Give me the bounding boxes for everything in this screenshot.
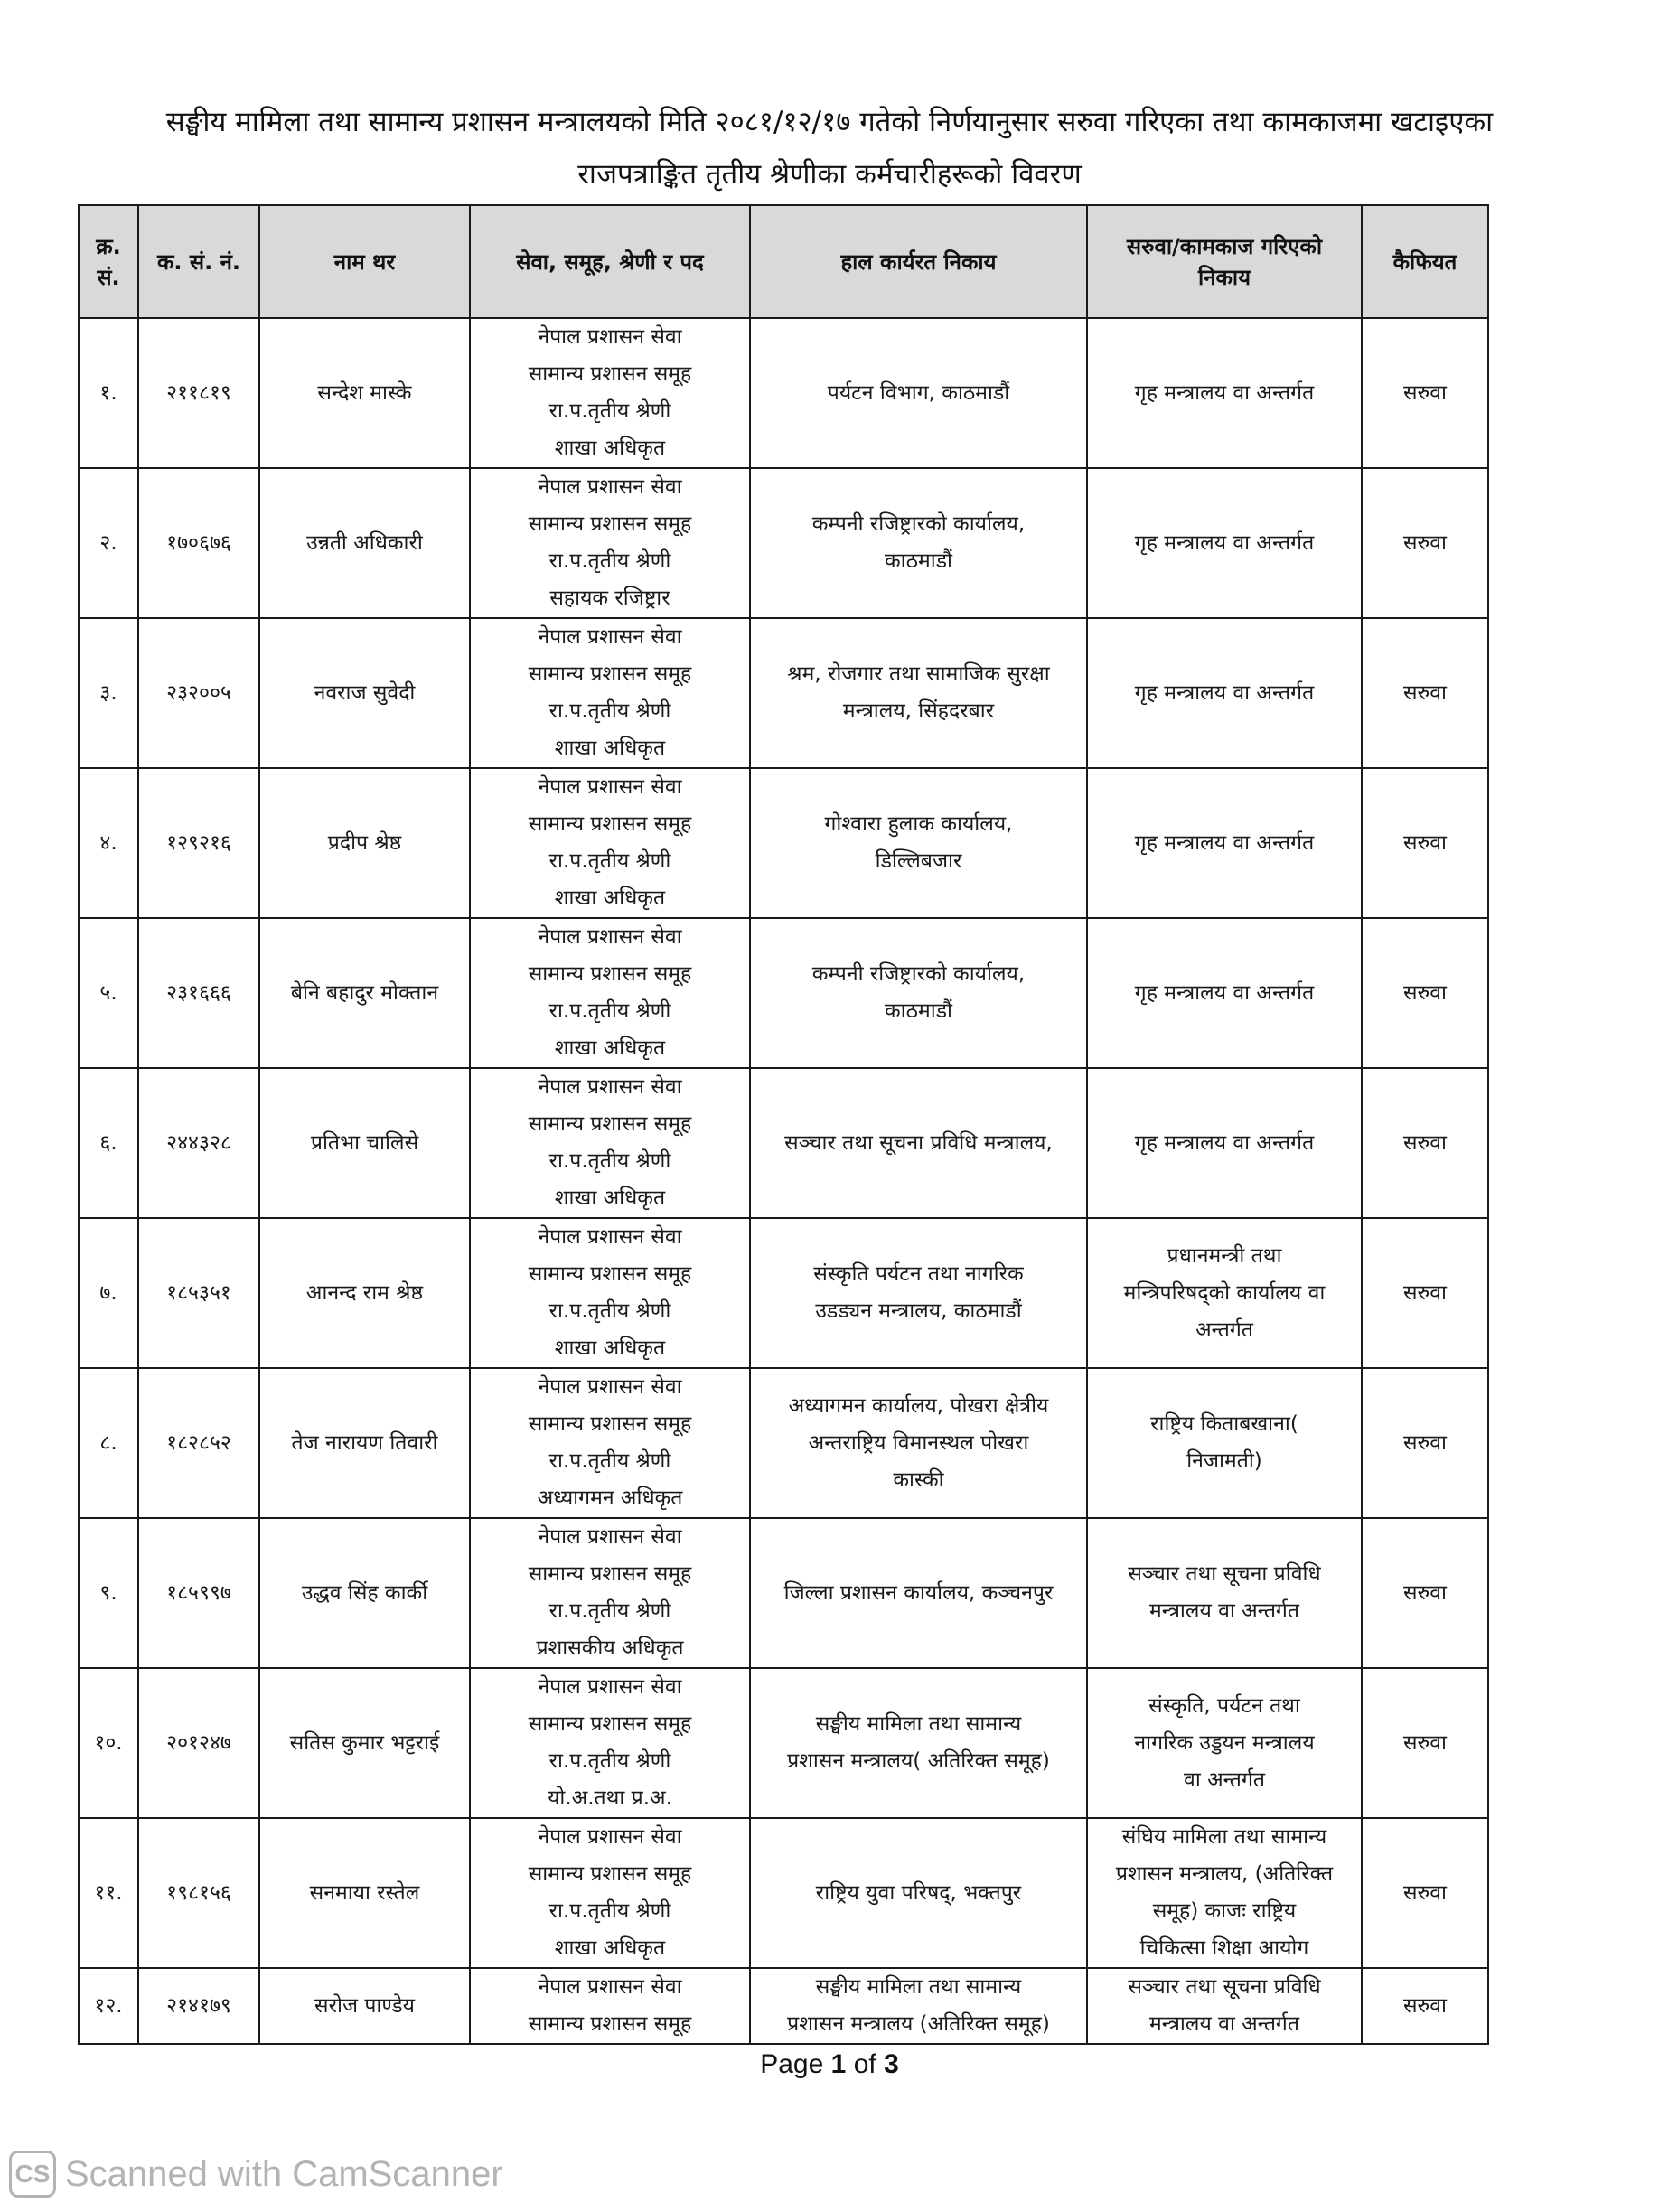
cell-service-line: सामान्य प्रशासन समूह: [528, 2012, 692, 2036]
cell-service-line: नेपाल प्रशासन सेवा: [538, 475, 682, 499]
cell-service-line: नेपाल प्रशासन सेवा: [538, 325, 682, 349]
cell-service-line: रा.प.तृतीय श्रेणी: [548, 999, 671, 1023]
staff-transfer-table: [78, 204, 1489, 2045]
cell-serial: ५.: [79, 918, 138, 1068]
cell-service: [470, 618, 750, 768]
cell-service-line: शाखा अधिकृत: [554, 886, 666, 910]
watermark-text: Scanned with CamScanner: [65, 2153, 503, 2194]
cell-service: [470, 1818, 750, 1968]
cell-staff-id: २११८१९: [138, 318, 259, 468]
cell-current-office-line: प्रशासन मन्त्रालय (अतिरिक्त समूह): [787, 2012, 1050, 2036]
cell-service-line: सामान्य प्रशासन समूह: [528, 1262, 692, 1286]
cell-current-office: [750, 1968, 1087, 2044]
cell-service-line: रा.प.तृतीय श्रेणी: [548, 849, 671, 873]
cell-serial: ११.: [79, 1818, 138, 1968]
cell-transfer-office: [1087, 618, 1362, 768]
cell-remarks: सरुवा: [1362, 1818, 1488, 1968]
table-row: [79, 1668, 1488, 1818]
cell-remarks: सरुवा: [1362, 468, 1488, 618]
cell-remarks: सरुवा: [1362, 918, 1488, 1068]
cell-current-office: [750, 1818, 1087, 1968]
table-row: [79, 1818, 1488, 1968]
cell-transfer-office-line: संघिय मामिला तथा सामान्य: [1121, 1825, 1327, 1849]
cell-transfer-office: [1087, 1518, 1362, 1668]
cell-service-line: रा.प.तृतीय श्रेणी: [548, 1749, 671, 1773]
cell-service-line: नेपाल प्रशासन सेवा: [538, 1975, 682, 1999]
cell-service-line: शाखा अधिकृत: [554, 1036, 666, 1060]
cell-service: [470, 918, 750, 1068]
cell-service-line: सामान्य प्रशासन समूह: [528, 362, 692, 386]
cell-remarks: सरुवा: [1362, 318, 1488, 468]
cell-name: नवराज सुवेदी: [259, 618, 470, 768]
cell-current-office: [750, 1068, 1087, 1218]
cell-serial: ६.: [79, 1068, 138, 1218]
cell-service: [470, 1218, 750, 1368]
cell-service-line: नेपाल प्रशासन सेवा: [538, 775, 682, 799]
cell-serial: ३.: [79, 618, 138, 768]
cell-name: उद्धव सिंह कार्की: [259, 1518, 470, 1668]
cell-service-line: शाखा अधिकृत: [554, 1936, 666, 1960]
cell-transfer-office: [1087, 918, 1362, 1068]
cell-transfer-office-line: संस्कृति, पर्यटन तथा: [1148, 1693, 1300, 1718]
title-line-2: राजपत्राङ्कित तृतीय श्रेणीका कर्मचारीहरूको विवरण: [577, 158, 1082, 191]
page-of: of: [853, 2049, 876, 2079]
cell-service: [470, 1068, 750, 1218]
cell-service-line: नेपाल प्रशासन सेवा: [538, 925, 682, 949]
cell-current-office-line: श्रम, रोजगार तथा सामाजिक सुरक्षा: [787, 662, 1050, 686]
cell-service-line: रा.प.तृतीय श्रेणी: [548, 1299, 671, 1323]
camscanner-logo-icon: CS: [9, 2151, 56, 2198]
cell-serial: ९.: [79, 1518, 138, 1668]
cell-current-office-line: उडड्यन मन्त्रालय, काठमाडौं: [815, 1299, 1022, 1323]
cell-current-office-line: राष्ट्रिय युवा परिषद्, भक्तपुर: [815, 1880, 1022, 1905]
table-row: [79, 468, 1488, 618]
cell-service-line: सामान्य प्रशासन समूह: [528, 812, 692, 836]
camscanner-watermark: [9, 2151, 503, 2198]
cell-current-office: [750, 1368, 1087, 1518]
cell-remarks: सरुवा: [1362, 768, 1488, 918]
header-remarks: कैफियत: [1362, 205, 1488, 318]
cell-service-line: नेपाल प्रशासन सेवा: [538, 1375, 682, 1399]
cell-current-office-line: कम्पनी रजिष्ट्रारको कार्यालय,: [811, 962, 1026, 986]
cell-current-office: [750, 918, 1087, 1068]
cell-current-office-line: संस्कृति पर्यटन तथा नागरिक: [813, 1262, 1024, 1286]
cell-service: [470, 768, 750, 918]
cell-current-office-line: काठमाडौं: [885, 999, 952, 1023]
table-row: [79, 1218, 1488, 1368]
cell-remarks: सरुवा: [1362, 1218, 1488, 1368]
cell-service-line: सामान्य प्रशासन समूह: [528, 1412, 692, 1436]
cell-transfer-office-line: सञ्चार तथा सूचना प्रविधि: [1128, 1562, 1321, 1586]
page-number: [0, 2049, 1659, 2080]
table-header-row: [79, 205, 1488, 318]
cell-current-office-line: काठमाडौं: [885, 549, 952, 573]
cell-serial: १.: [79, 318, 138, 468]
cell-service-line: नेपाल प्रशासन सेवा: [538, 1075, 682, 1099]
cell-transfer-office-line: राष्ट्रिय किताबखाना(: [1150, 1412, 1298, 1436]
cell-transfer-office-line: समूह) काजः राष्ट्रिय: [1152, 1899, 1297, 1923]
table-row: [79, 1518, 1488, 1668]
cell-current-office-line: कास्की: [893, 1467, 944, 1492]
table-row: [79, 1968, 1488, 2044]
cell-staff-id: २०१२४७: [138, 1668, 259, 1818]
cell-service-line: नेपाल प्रशासन सेवा: [538, 1675, 682, 1699]
cell-remarks: सरुवा: [1362, 618, 1488, 768]
cell-service-line: सहायक रजिष्ट्रार: [549, 586, 670, 610]
table-row: [79, 918, 1488, 1068]
document-title: [72, 96, 1587, 201]
cell-name: आनन्द राम श्रेष्ठ: [259, 1218, 470, 1368]
cell-transfer-office-line: गृह मन्त्रालय वा अन्तर्गत: [1134, 1130, 1315, 1155]
cell-service-line: नेपाल प्रशासन सेवा: [538, 1825, 682, 1849]
cell-current-office: [750, 618, 1087, 768]
cell-transfer-office-line: मन्त्रिपरिषद्को कार्यालय वा: [1123, 1280, 1326, 1305]
cell-service-line: रा.प.तृतीय श्रेणी: [548, 1149, 671, 1173]
cell-service: [470, 1668, 750, 1818]
table-row: [79, 768, 1488, 918]
cell-current-office-line: प्रशासन मन्त्रालय( अतिरिक्त समूह): [787, 1749, 1050, 1773]
header-serial: क्र. सं.: [79, 205, 138, 318]
cell-remarks: सरुवा: [1362, 1068, 1488, 1218]
cell-name: उन्नती अधिकारी: [259, 468, 470, 618]
cell-name: प्रतिभा चालिसे: [259, 1068, 470, 1218]
cell-transfer-office: [1087, 768, 1362, 918]
cell-current-office: [750, 1218, 1087, 1368]
cell-remarks: सरुवा: [1362, 1968, 1488, 2044]
cell-name: तेज नारायण तिवारी: [259, 1368, 470, 1518]
cell-name: प्रदीप श्रेष्ठ: [259, 768, 470, 918]
cell-serial: ४.: [79, 768, 138, 918]
cell-current-office: [750, 1668, 1087, 1818]
cell-name: सनमाया रस्तेल: [259, 1818, 470, 1968]
cell-staff-id: २३१६६६: [138, 918, 259, 1068]
cell-transfer-office-line: नागरिक उड्डयन मन्त्रालय: [1134, 1730, 1315, 1755]
cell-staff-id: २४४३२८: [138, 1068, 259, 1218]
page-current: 1: [830, 2049, 847, 2079]
cell-staff-id: २१४१७९: [138, 1968, 259, 2044]
cell-serial: ७.: [79, 1218, 138, 1368]
cell-staff-id: १८२८५२: [138, 1368, 259, 1518]
table-row: [79, 618, 1488, 768]
cell-staff-id: २३२००५: [138, 618, 259, 768]
cell-service-line: रा.प.तृतीय श्रेणी: [548, 1599, 671, 1623]
cell-transfer-office-line: वा अन्तर्गत: [1184, 1767, 1265, 1792]
cell-service-line: सामान्य प्रशासन समूह: [528, 1862, 692, 1886]
cell-service-line: रा.प.तृतीय श्रेणी: [548, 399, 671, 423]
header-name: नाम थर: [259, 205, 470, 318]
cell-current-office-line: अध्यागमन कार्यालय, पोखरा क्षेत्रीय: [788, 1393, 1049, 1418]
cell-current-office: [750, 768, 1087, 918]
cell-serial: १०.: [79, 1668, 138, 1818]
cell-service-line: नेपाल प्रशासन सेवा: [538, 1225, 682, 1249]
header-service: सेवा, समूह, श्रेणी र पद: [470, 205, 750, 318]
cell-service-line: रा.प.तृतीय श्रेणी: [548, 1449, 671, 1473]
header-staff-id: क. सं. नं.: [138, 205, 259, 318]
cell-service: [470, 468, 750, 618]
cell-serial: १२.: [79, 1968, 138, 2044]
title-line-1: सङ्घीय मामिला तथा सामान्य प्रशासन मन्त्रालयको मिति २०८१/१२/१७ गतेको निर्णयानुसार सरुवा गरिएका तथा कामकाजमा खटाइएका: [165, 106, 1494, 138]
header-transfer-office: सरुवा/कामकाज गरिएको निकाय: [1087, 205, 1362, 318]
cell-remarks: सरुवा: [1362, 1668, 1488, 1818]
cell-service: [470, 1968, 750, 2044]
cell-transfer-office: [1087, 1968, 1362, 2044]
cell-transfer-office-line: गृह मन्त्रालय वा अन्तर्गत: [1134, 680, 1315, 705]
cell-service-line: शाखा अधिकृत: [554, 1186, 666, 1210]
cell-staff-id: १७०६७६: [138, 468, 259, 618]
cell-transfer-office-line: मन्त्रालय वा अन्तर्गत: [1148, 1599, 1299, 1623]
cell-transfer-office-line: गृह मन्त्रालय वा अन्तर्गत: [1134, 830, 1315, 855]
cell-service-line: रा.प.तृतीय श्रेणी: [548, 699, 671, 723]
cell-service-line: सामान्य प्रशासन समूह: [528, 1112, 692, 1136]
cell-current-office: [750, 1518, 1087, 1668]
cell-staff-id: १२९२१६: [138, 768, 259, 918]
cell-service-line: अध्यागमन अधिकृत: [537, 1486, 683, 1510]
cell-transfer-office-line: निजामती): [1186, 1449, 1262, 1473]
cell-remarks: सरुवा: [1362, 1368, 1488, 1518]
cell-transfer-office-line: गृह मन्त्रालय वा अन्तर्गत: [1134, 980, 1315, 1005]
cell-transfer-office-line: प्रशासन मन्त्रालय, (अतिरिक्त: [1115, 1862, 1334, 1886]
cell-transfer-office: [1087, 1218, 1362, 1368]
cell-name: सन्देश मास्के: [259, 318, 470, 468]
cell-service: [470, 1518, 750, 1668]
cell-transfer-office: [1087, 1668, 1362, 1818]
cell-service-line: शाखा अधिकृत: [554, 436, 666, 460]
cell-current-office-line: मन्त्रालय, सिंहदरबार: [842, 699, 995, 723]
header-current-office: हाल कार्यरत निकाय: [750, 205, 1087, 318]
cell-serial: ८.: [79, 1368, 138, 1518]
table-row: [79, 1068, 1488, 1218]
cell-remarks: सरुवा: [1362, 1518, 1488, 1668]
cell-transfer-office-line: चिकित्सा शिक्षा आयोग: [1139, 1936, 1309, 1960]
cell-staff-id: १८५३५१: [138, 1218, 259, 1368]
cell-transfer-office: [1087, 1068, 1362, 1218]
cell-transfer-office: [1087, 468, 1362, 618]
cell-current-office-line: अन्तराष्ट्रिय विमानस्थल पोखरा: [808, 1430, 1029, 1455]
cell-service-line: रा.प.तृतीय श्रेणी: [548, 549, 671, 573]
cell-staff-id: १८५९९७: [138, 1518, 259, 1668]
cell-service-line: शाखा अधिकृत: [554, 736, 666, 760]
cell-service-line: नेपाल प्रशासन सेवा: [538, 625, 682, 649]
cell-current-office-line: डिल्लिबजार: [875, 849, 962, 873]
cell-name: सरोज पाण्डेय: [259, 1968, 470, 2044]
cell-service-line: यो.अ.तथा प्र.अ.: [548, 1786, 672, 1810]
cell-current-office-line: सञ्चार तथा सूचना प्रविधि मन्त्रालय,: [784, 1130, 1053, 1155]
cell-current-office-line: सङ्घीय मामिला तथा सामान्य: [815, 1712, 1022, 1736]
cell-transfer-office-line: प्रधानमन्त्री तथा: [1167, 1243, 1282, 1268]
page-total: 3: [884, 2049, 899, 2079]
cell-service-line: सामान्य प्रशासन समूह: [528, 962, 692, 986]
cell-name: सतिस कुमार भट्टराई: [259, 1668, 470, 1818]
cell-current-office-line: पर्यटन विभाग, काठमाडौं: [827, 380, 1010, 405]
cell-current-office-line: जिल्ला प्रशासन कार्यालय, कञ्चनपुर: [783, 1580, 1054, 1605]
cell-transfer-office-line: सञ्चार तथा सूचना प्रविधि: [1128, 1975, 1321, 1999]
cell-transfer-office-line: गृह मन्त्रालय वा अन्तर्गत: [1134, 380, 1315, 405]
table-row: [79, 318, 1488, 468]
cell-transfer-office-line: अन्तर्गत: [1195, 1317, 1253, 1342]
cell-name: बेनि बहादुर मोक्तान: [259, 918, 470, 1068]
table-row: [79, 1368, 1488, 1518]
cell-current-office: [750, 468, 1087, 618]
cell-transfer-office: [1087, 1818, 1362, 1968]
cell-service-line: सामान्य प्रशासन समूह: [528, 512, 692, 536]
cell-service: [470, 318, 750, 468]
cell-service-line: प्रशासकीय अधिकृत: [536, 1636, 684, 1660]
cell-current-office-line: कम्पनी रजिष्ट्रारको कार्यालय,: [811, 512, 1026, 536]
cell-service-line: सामान्य प्रशासन समूह: [528, 662, 692, 686]
cell-staff-id: १९८१५६: [138, 1818, 259, 1968]
page-label: Page: [760, 2049, 824, 2079]
cell-service-line: सामान्य प्रशासन समूह: [528, 1562, 692, 1586]
cell-current-office: [750, 318, 1087, 468]
cell-serial: २.: [79, 468, 138, 618]
cell-service: [470, 1368, 750, 1518]
cell-transfer-office-line: गृह मन्त्रालय वा अन्तर्गत: [1134, 530, 1315, 555]
cell-current-office-line: गोश्वारा हुलाक कार्यालय,: [824, 812, 1013, 836]
cell-transfer-office-line: मन्त्रालय वा अन्तर्गत: [1148, 2012, 1299, 2036]
cell-service-line: सामान्य प्रशासन समूह: [528, 1712, 692, 1736]
cell-service-line: शाखा अधिकृत: [554, 1336, 666, 1360]
cell-transfer-office: [1087, 1368, 1362, 1518]
cell-transfer-office: [1087, 318, 1362, 468]
cell-current-office-line: सङ्घीय मामिला तथा सामान्य: [815, 1975, 1022, 1999]
cell-service-line: नेपाल प्रशासन सेवा: [538, 1525, 682, 1549]
cell-service-line: रा.प.तृतीय श्रेणी: [548, 1899, 671, 1923]
